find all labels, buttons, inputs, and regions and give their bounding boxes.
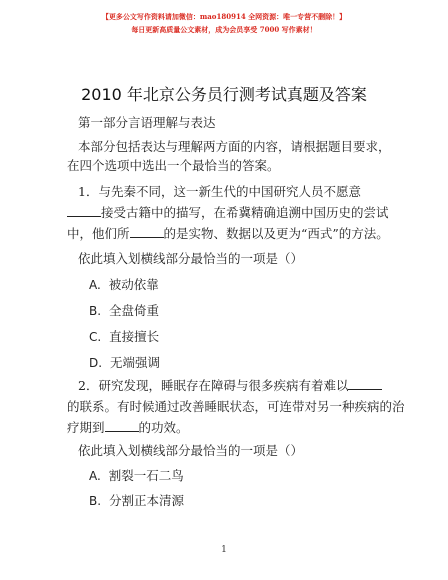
option-text: 被动依靠: [108, 277, 159, 292]
document-title: 2010 年北京公务员行测考试真题及答案: [81, 85, 367, 104]
header-banner-line2: 每日更新高质量公文素材，成为会员享受 7000 写作素材！: [131, 25, 317, 34]
option-text: 无端强调: [110, 355, 161, 370]
q2-line-2: 的联系。有时候通过改善睡眠状态，可连带对另一种疾病的治: [67, 399, 405, 414]
answer-blank: [130, 225, 164, 238]
q2-line-3: [67, 418, 387, 437]
q1-option-b: [89, 301, 159, 321]
intro-line-1: 本部分包括表达与理解两方面的内容，请根据题目要求，: [78, 139, 391, 154]
q2-option-a: [89, 466, 184, 486]
q1-option-d: [89, 353, 160, 373]
q2-line-3-end: 的功效。: [138, 420, 189, 435]
intro-line-2: 在四个选项中选出一个最恰当的答案。: [67, 158, 280, 173]
q1-line-2-text: 接受古籍中的描写，在希冀精确追溯中国历史的尝试: [101, 205, 389, 220]
q2-line-1: [78, 376, 398, 395]
option-text: 全盘倚重: [109, 303, 160, 318]
q1-prompt: 依此填入划横线部分最恰当的一项是（）: [78, 251, 304, 266]
option-letter: B.: [89, 304, 102, 318]
answer-blank: [348, 377, 382, 390]
q2-line-3-start: 疗期到: [67, 420, 105, 435]
option-letter: B.: [89, 494, 102, 508]
header-banner-line1: 【更多公文写作资料请加微信：mao180914 全网资源：唯一专营不删除！】: [101, 12, 347, 21]
q1-line-3: [67, 224, 387, 243]
option-letter: A.: [89, 469, 101, 483]
q2-prompt: 依此填入划横线部分最恰当的一项是（）: [78, 443, 304, 458]
q1-line-2: [67, 203, 387, 222]
option-text: 割裂一石二鸟: [108, 468, 184, 483]
section-heading: 第一部分言语理解与表达: [78, 115, 216, 130]
answer-blank: [105, 419, 139, 432]
answer-blank: [67, 204, 101, 217]
option-letter: D.: [89, 356, 103, 370]
q1-option-a: [89, 275, 159, 295]
q1-line-3-start: 中，他们所: [67, 226, 130, 241]
q2-line-1-text: 2．研究发现，睡眠存在障碍与很多疾病有着难以: [78, 378, 349, 393]
q1-option-c: [89, 327, 159, 347]
option-text: 直接擅长: [109, 329, 160, 344]
option-letter: A.: [89, 278, 101, 292]
q1-line-3-end: 的是实物、数据以及更为“西式”的方法。: [163, 226, 389, 241]
q2-option-b: [89, 491, 184, 511]
q1-line-1: 1．与先秦不同，这一新生代的中国研究人员不愿意: [78, 184, 361, 199]
option-text: 分割正本清源: [109, 493, 185, 508]
page-number: 1: [221, 545, 227, 555]
option-letter: C.: [89, 330, 102, 344]
